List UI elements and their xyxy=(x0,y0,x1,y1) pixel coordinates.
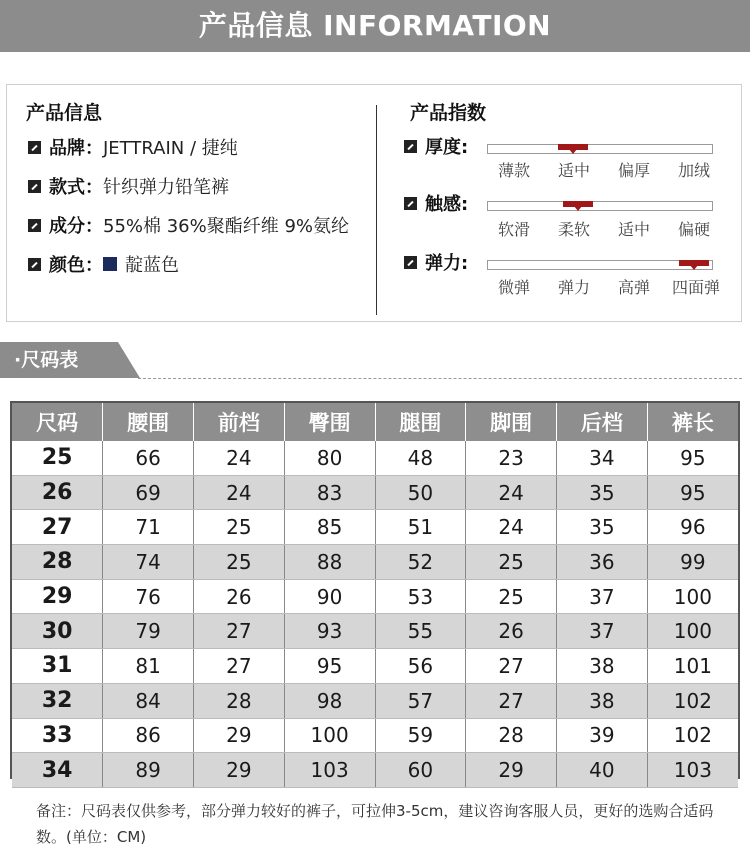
size-note: 备注：尺码表仅供参考，部分弹力较好的裤子，可拉伸3-5cm，建议咨询客服人员，更好的选购合适码数。(单位：CM) xyxy=(36,802,714,846)
brand-value: JETTRAIN / 捷纯 xyxy=(103,138,238,159)
table-header-row xyxy=(12,403,738,441)
size-chart-tag xyxy=(0,342,140,378)
header-front-rise: 前档 xyxy=(194,403,285,441)
measure-cell: 103 xyxy=(647,753,738,788)
measure-cell: 99 xyxy=(647,545,738,580)
header-back-rise: 后档 xyxy=(557,403,648,441)
touch-indicator xyxy=(563,201,593,207)
touch-option: 适中 xyxy=(617,220,650,239)
size-cell: 29 xyxy=(12,579,103,614)
table-row xyxy=(12,718,738,753)
measure-cell: 83 xyxy=(284,475,375,510)
measure-cell: 24 xyxy=(466,510,557,545)
touch-option: 柔软 xyxy=(557,220,590,239)
measure-cell: 74 xyxy=(103,545,194,580)
measure-cell: 93 xyxy=(284,614,375,649)
measure-cell: 100 xyxy=(647,614,738,649)
style-label: 款式： xyxy=(49,177,103,198)
measure-cell: 23 xyxy=(466,441,557,475)
checkbox-bullet-icon xyxy=(404,140,417,153)
checkbox-bullet-icon xyxy=(28,141,41,154)
measure-cell: 60 xyxy=(375,753,466,788)
style-value: 针织弹力铅笔裤 xyxy=(103,177,229,198)
measure-cell: 24 xyxy=(194,475,285,510)
checkbox-bullet-icon xyxy=(28,258,41,271)
size-cell: 27 xyxy=(12,510,103,545)
color-swatch xyxy=(103,257,117,271)
measure-cell: 26 xyxy=(194,579,285,614)
measure-cell: 103 xyxy=(284,753,375,788)
elasticity-row xyxy=(404,252,468,276)
elasticity-option: 微弹 xyxy=(497,278,530,297)
composition-label: 成分： xyxy=(49,216,103,237)
measure-cell: 96 xyxy=(647,510,738,545)
measure-cell: 25 xyxy=(194,545,285,580)
touch-label: 触感: xyxy=(425,194,469,215)
table-row xyxy=(12,545,738,580)
header-size: 尺码 xyxy=(12,403,103,441)
checkbox-bullet-icon xyxy=(28,180,41,193)
size-cell: 30 xyxy=(12,614,103,649)
size-chart-title: ·尺码表 xyxy=(14,349,79,371)
table-row xyxy=(12,475,738,510)
thickness-option: 偏厚 xyxy=(617,161,650,180)
touch-scale xyxy=(487,201,713,211)
measure-cell: 88 xyxy=(284,545,375,580)
measure-cell: 24 xyxy=(466,475,557,510)
measure-cell: 89 xyxy=(103,753,194,788)
measure-cell: 90 xyxy=(284,579,375,614)
measure-cell: 84 xyxy=(103,683,194,718)
measure-cell: 40 xyxy=(557,753,648,788)
measure-cell: 85 xyxy=(284,510,375,545)
measure-cell: 35 xyxy=(557,475,648,510)
measure-cell: 28 xyxy=(466,718,557,753)
measure-cell: 27 xyxy=(194,649,285,684)
size-cell: 26 xyxy=(12,475,103,510)
thickness-label: 厚度: xyxy=(425,137,469,158)
size-cell: 32 xyxy=(12,683,103,718)
size-cell: 33 xyxy=(12,718,103,753)
color-value: 靛蓝色 xyxy=(125,255,179,276)
measure-cell: 52 xyxy=(375,545,466,580)
measure-cell: 29 xyxy=(194,718,285,753)
product-info-title: 产品信息 xyxy=(26,102,103,124)
touch-option: 偏硬 xyxy=(677,220,710,239)
header-length: 裤长 xyxy=(647,403,738,441)
measure-cell: 24 xyxy=(194,441,285,475)
measure-cell: 29 xyxy=(466,753,557,788)
size-cell: 34 xyxy=(12,753,103,788)
touch-row xyxy=(404,193,468,217)
measure-cell: 69 xyxy=(103,475,194,510)
measure-cell: 27 xyxy=(194,614,285,649)
measure-cell: 25 xyxy=(466,545,557,580)
measure-cell: 35 xyxy=(557,510,648,545)
elasticity-indicator xyxy=(679,260,709,266)
measure-cell: 25 xyxy=(466,579,557,614)
dashed-divider xyxy=(138,378,742,379)
measure-cell: 39 xyxy=(557,718,648,753)
thickness-option: 加绒 xyxy=(677,161,710,180)
measure-cell: 81 xyxy=(103,649,194,684)
elasticity-scale xyxy=(487,260,713,270)
table-row xyxy=(12,614,738,649)
measure-cell: 26 xyxy=(466,614,557,649)
measure-cell: 100 xyxy=(284,718,375,753)
measure-cell: 66 xyxy=(103,441,194,475)
measure-cell: 100 xyxy=(647,579,738,614)
measure-cell: 34 xyxy=(557,441,648,475)
measure-cell: 56 xyxy=(375,649,466,684)
measure-cell: 101 xyxy=(647,649,738,684)
measure-cell: 27 xyxy=(466,683,557,718)
header-hip: 臀围 xyxy=(284,403,375,441)
elasticity-option: 四面弹 xyxy=(671,278,720,297)
measure-cell: 36 xyxy=(557,545,648,580)
thickness-indicator xyxy=(558,144,588,150)
measure-cell: 102 xyxy=(647,683,738,718)
measure-cell: 71 xyxy=(103,510,194,545)
checkbox-bullet-icon xyxy=(404,197,417,210)
size-cell: 28 xyxy=(12,545,103,580)
header-thigh: 腿围 xyxy=(375,403,466,441)
thickness-scale xyxy=(487,144,713,154)
elasticity-option: 高弹 xyxy=(617,278,650,297)
size-table xyxy=(10,401,740,783)
measure-cell: 38 xyxy=(557,683,648,718)
measure-cell: 59 xyxy=(375,718,466,753)
measure-cell: 28 xyxy=(194,683,285,718)
measure-cell: 53 xyxy=(375,579,466,614)
measure-cell: 27 xyxy=(466,649,557,684)
table-row xyxy=(12,683,738,718)
measure-cell: 48 xyxy=(375,441,466,475)
brand-label: 品牌： xyxy=(49,138,103,159)
measure-cell: 37 xyxy=(557,614,648,649)
thickness-option: 薄款 xyxy=(497,161,530,180)
elasticity-option: 弹力 xyxy=(557,278,590,297)
measure-cell: 80 xyxy=(284,441,375,475)
style-row xyxy=(28,176,229,200)
measure-cell: 76 xyxy=(103,579,194,614)
measure-cell: 86 xyxy=(103,718,194,753)
size-cell: 31 xyxy=(12,649,103,684)
table-row xyxy=(12,753,738,788)
elasticity-label: 弹力: xyxy=(425,253,469,274)
thickness-row xyxy=(404,136,468,160)
header-hem: 脚围 xyxy=(466,403,557,441)
measure-cell: 25 xyxy=(194,510,285,545)
measure-cell: 38 xyxy=(557,649,648,684)
banner-title: 产品信息 INFORMATION xyxy=(198,9,552,42)
table-row xyxy=(12,510,738,545)
measure-cell: 98 xyxy=(284,683,375,718)
composition-value: 55%棉 36%聚酯纤维 9%氨纶 xyxy=(103,216,350,237)
color-label: 颜色： xyxy=(49,255,103,276)
thickness-option: 适中 xyxy=(557,161,590,180)
checkbox-bullet-icon xyxy=(28,219,41,232)
checkbox-bullet-icon xyxy=(404,256,417,269)
measure-cell: 55 xyxy=(375,614,466,649)
brand-row xyxy=(28,137,238,161)
measure-cell: 79 xyxy=(103,614,194,649)
measure-cell: 95 xyxy=(647,475,738,510)
product-index-title: 产品指数 xyxy=(410,102,487,124)
header-waist: 腰围 xyxy=(103,403,194,441)
touch-option: 软滑 xyxy=(497,220,530,239)
size-cell: 25 xyxy=(12,441,103,475)
table-row xyxy=(12,441,738,475)
vertical-divider xyxy=(376,105,377,315)
measure-cell: 57 xyxy=(375,683,466,718)
measure-cell: 51 xyxy=(375,510,466,545)
measure-cell: 95 xyxy=(647,441,738,475)
table-row xyxy=(12,579,738,614)
table-row xyxy=(12,649,738,684)
measure-cell: 29 xyxy=(194,753,285,788)
measure-cell: 102 xyxy=(647,718,738,753)
measure-cell: 95 xyxy=(284,649,375,684)
measure-cell: 37 xyxy=(557,579,648,614)
measure-cell: 50 xyxy=(375,475,466,510)
composition-row xyxy=(28,215,349,239)
color-row xyxy=(28,254,179,278)
